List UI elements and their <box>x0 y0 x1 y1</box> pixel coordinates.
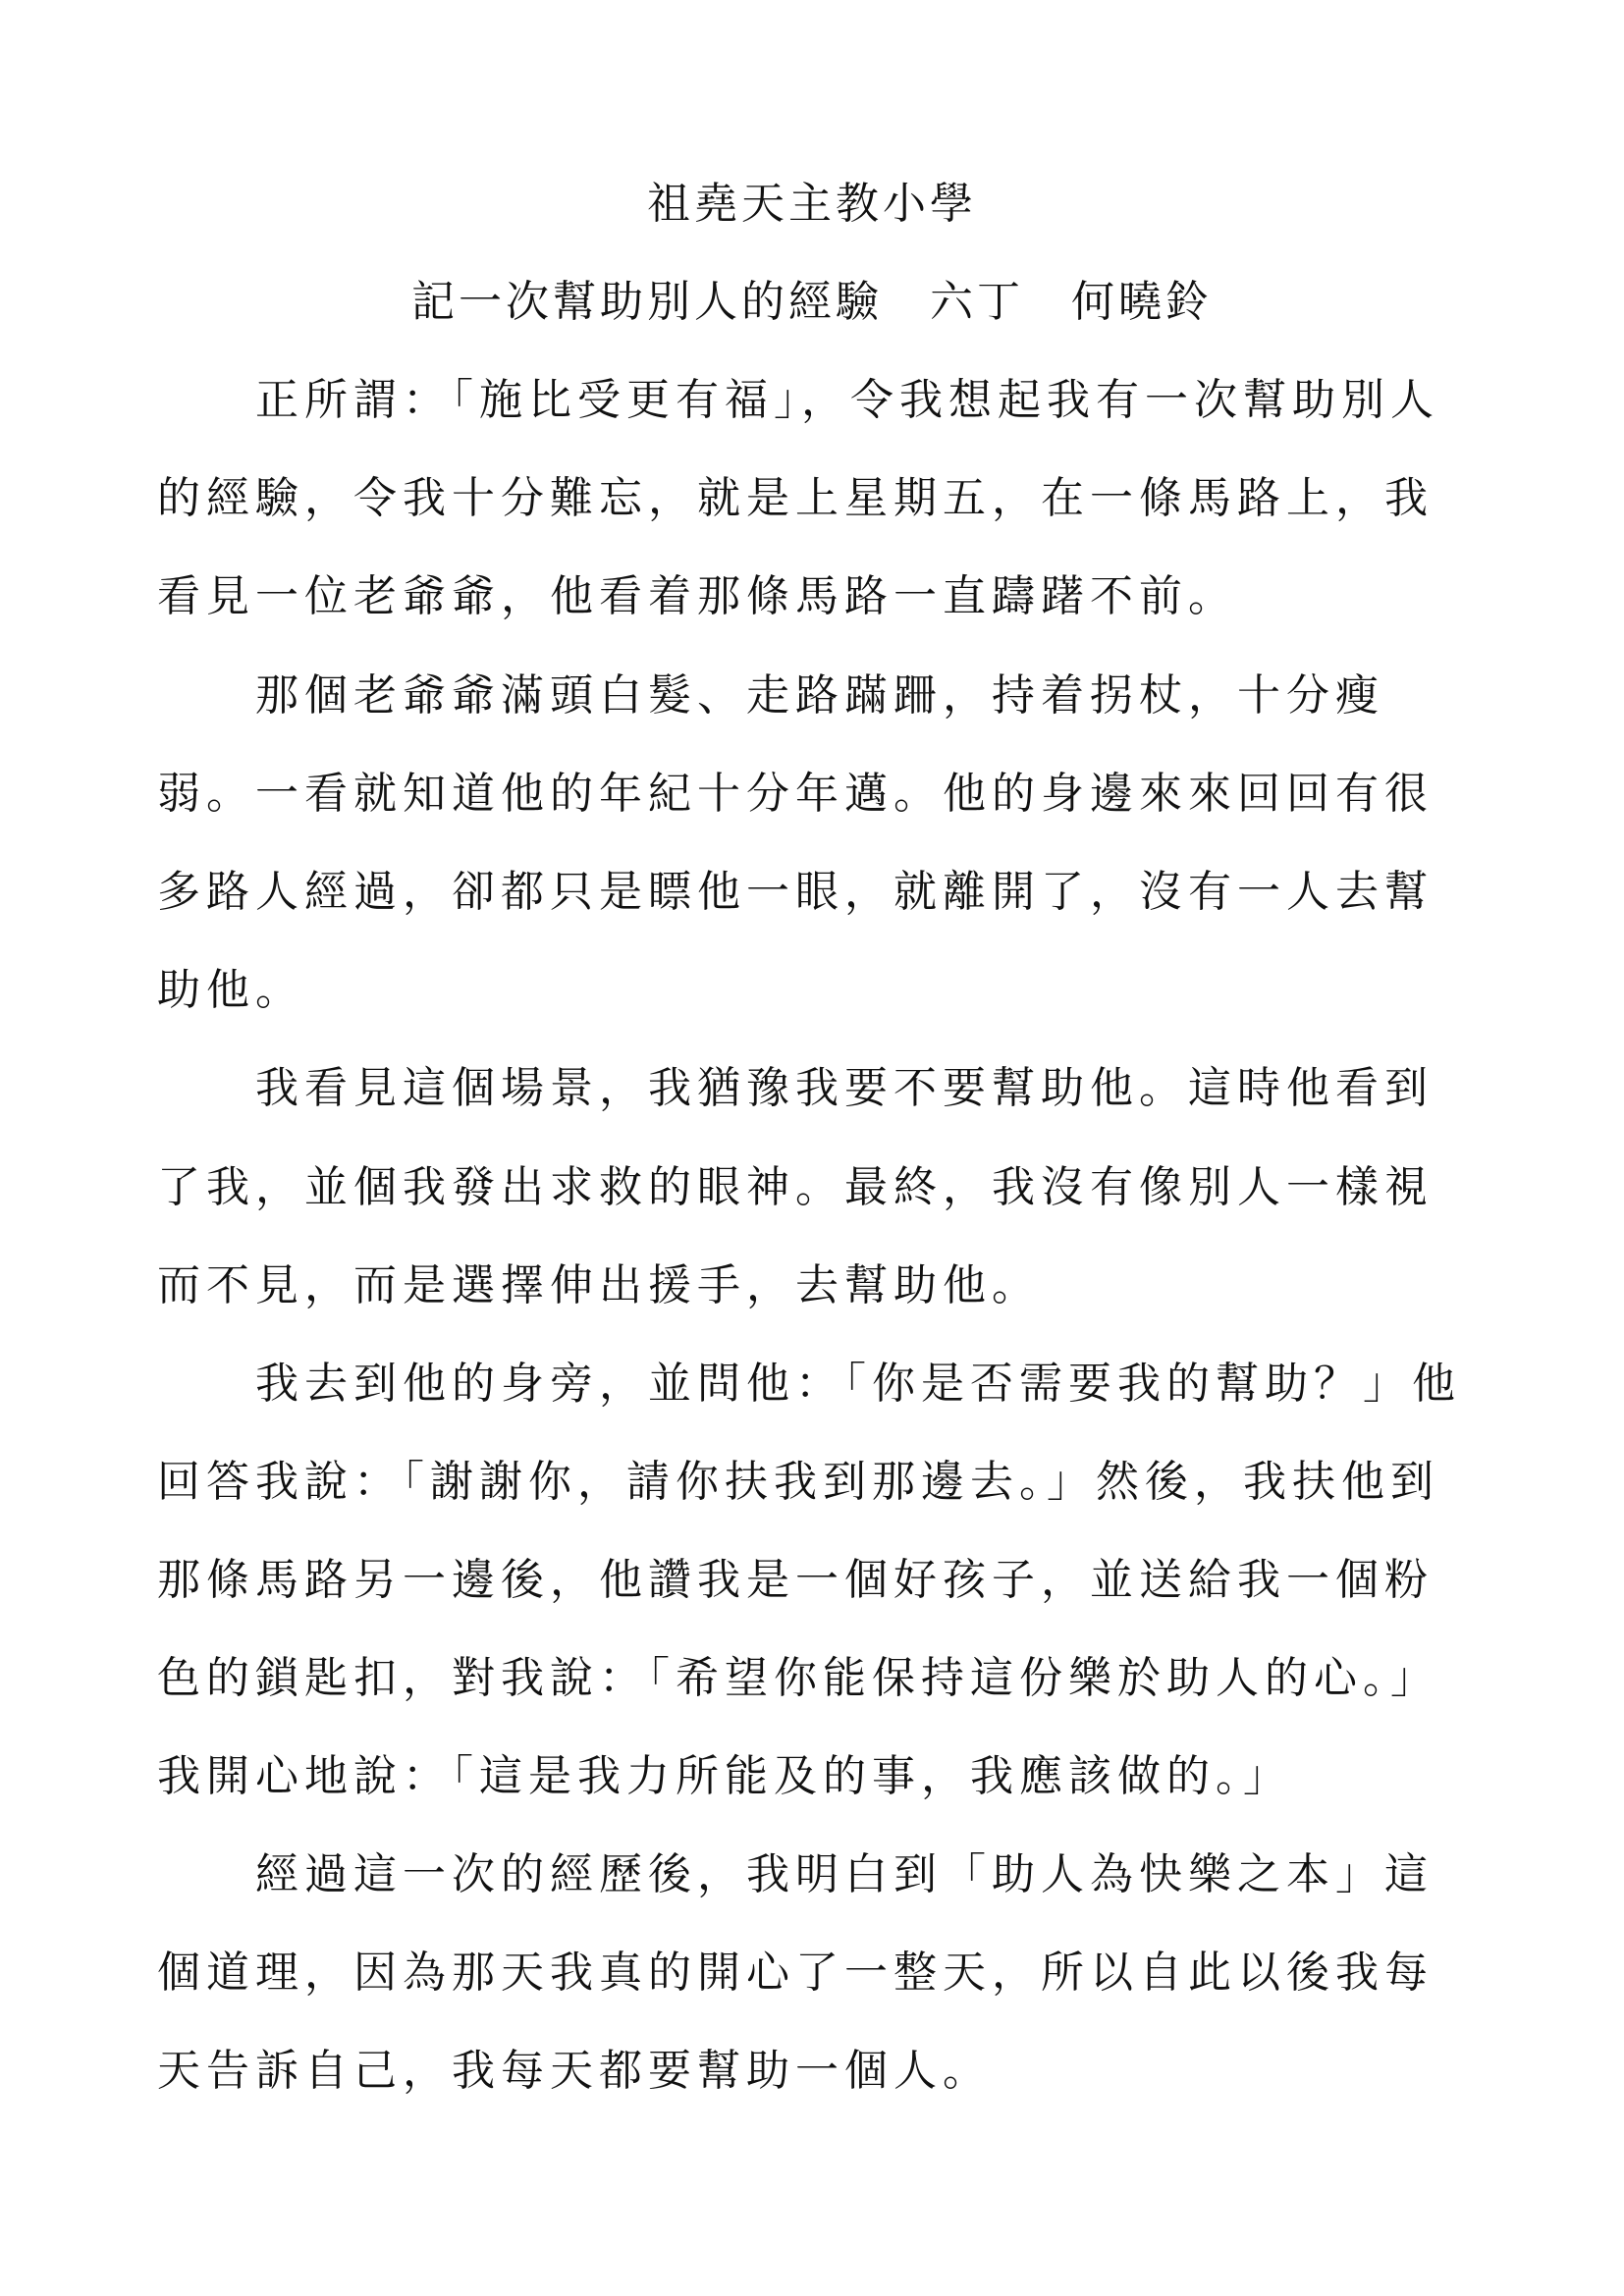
essay-line: 那條馬路另一邊後，他讚我是一個好孩子，並送給我一個粉 <box>157 1555 1434 1605</box>
essay-line: 看見一位老爺爺，他看着那條馬路一直躊躇不前。 <box>157 571 1237 621</box>
essay-line: 助他。 <box>157 965 304 1015</box>
essay-line: 回答我說：「謝謝你，請你扶我到那邊去。」然後，我扶他到 <box>157 1457 1439 1507</box>
essay-line: 個道理，因為那天我真的開心了一整天，所以自此以後我每 <box>157 1948 1434 1998</box>
essay-line: 那個老爺爺滿頭白髮、走路蹣跚，持着拐杖，十分瘦 <box>157 670 1384 721</box>
essay-line: 天告訴自己，我每天都要幫助一個人。 <box>157 2046 992 2096</box>
essay-line: 經過這一次的經歷後，我明白到「助人為快樂之本」這 <box>157 1849 1434 1899</box>
essay-line: 了我，並個我發出求救的眼神。最終，我沒有像別人一樣視 <box>157 1162 1434 1212</box>
essay-line: 正所謂：「施比受更有福」，令我想起我有一次幫助別人 <box>157 375 1439 425</box>
essay-line: 弱。一看就知道他的年紀十分年邁。他的身邊來來回回有很 <box>157 769 1434 819</box>
school-name: 祖堯天主教小學 <box>647 179 977 229</box>
essay-line: 我去到他的身旁，並問他：「你是否需要我的幫助？」他 <box>157 1359 1461 1409</box>
essay-line: 色的鎖匙扣，對我說：「希望你能保持這份樂於助人的心。」 <box>157 1653 1439 1703</box>
essay-line: 而不見，而是選擇伸出援手，去幫助他。 <box>157 1260 1041 1310</box>
essay-line: 我看見這個場景，我猶豫我要不要幫助他。這時他看到 <box>157 1063 1434 1113</box>
essay-line: 的經驗，令我十分難忘，就是上星期五，在一條馬路上，我 <box>157 473 1434 523</box>
essay-heading: 記一次幫助別人的經驗 六丁 何曉鈴 <box>411 277 1213 327</box>
essay-line: 我開心地說：「這是我力所能及的事，我應該做的。」 <box>157 1751 1292 1801</box>
essay-line: 多路人經過，卻都只是瞟他一眼，就離開了，沒有一人去幫 <box>157 867 1434 917</box>
